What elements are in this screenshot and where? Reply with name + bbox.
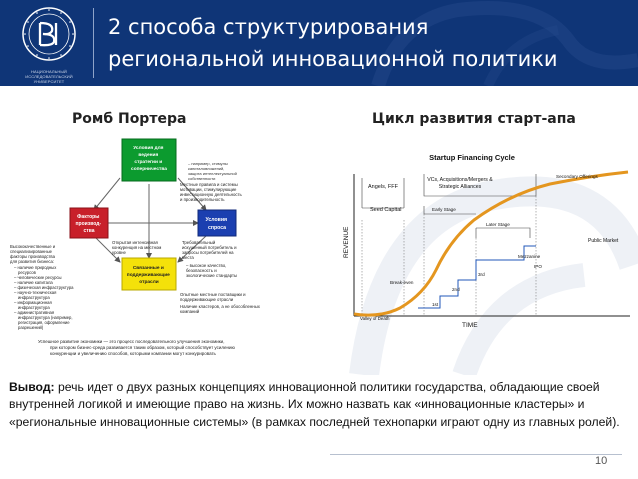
demand-note: искушенный потребитель и [182, 245, 237, 250]
rules-note: собственности [188, 176, 216, 181]
rules-note: защита интеллектуальной [188, 171, 237, 176]
competition-note: уровне [112, 250, 126, 255]
related-note: Опытные местные поставщики и [180, 292, 246, 297]
factors-box-line: производ- [75, 221, 102, 227]
factor-note: – наличие капитала [14, 280, 53, 285]
slide-title-line-2: региональной инновационной политики [108, 47, 558, 71]
strategy-box-line: Условия для [133, 146, 164, 151]
logo-emblem-icon [21, 6, 77, 62]
svg-text:Местные правила и системы [180, 182, 243, 202]
related-note: поддерживающие отрасли [180, 297, 234, 302]
seed-label: Seed Capital [370, 207, 402, 213]
factor-note: для развития бизнеса: [10, 259, 54, 264]
factor-note: – физическая инфраструктура [14, 285, 74, 290]
related-box-line: Связанные и [132, 266, 164, 271]
demand-note: запросы потребителей на [182, 250, 234, 255]
slide-title [108, 11, 558, 75]
breakeven-label: Break-even [390, 280, 414, 285]
factor-note: – человеческие ресурсы [14, 275, 62, 280]
related-note: компаний [180, 309, 200, 314]
rules-note: инвестиционную деятельность [180, 192, 242, 197]
factor-note: инфраструктура [18, 305, 50, 310]
university-logo [14, 6, 84, 84]
summary-note: при котором бизнес-среда развивается таким образом, который способствует усилению [50, 345, 235, 350]
demand-note: – высокое качество, [186, 263, 227, 268]
demand-note: места [182, 255, 194, 260]
round-1-label: 1st [432, 302, 439, 307]
ipo-label: IPO [534, 264, 542, 269]
round-2-label: 2nd [452, 287, 460, 292]
y-axis-label: REVENUE [343, 226, 350, 258]
header-divider [93, 8, 94, 78]
mezzanine-label: Mezzanine [518, 254, 541, 259]
footer-divider [330, 454, 622, 455]
competition-note: конкуренция на местном [112, 245, 162, 250]
factor-note: Высококачественные и [10, 244, 56, 249]
factor-note: – информационная [14, 300, 52, 305]
demand-note: Требовательный [182, 240, 216, 245]
demand-box-line: Условия [205, 217, 228, 223]
conclusion-label: Вывод: [9, 380, 55, 394]
conclusion-body: речь идет о двух разных концепциях инновационной политики государства, обладающие своей внутренней логикой и имеющие право на жизнь. Их можно назвать как «инновационные кластеры» и «региональные инновационные системы» (в рамках последней технопарки играют одну из главных ролей). [9, 380, 620, 429]
rules-note: Местные правила и системы [180, 182, 238, 187]
demand-note: экологические стандарты [186, 273, 238, 278]
porter-subtitle: Ромб Портера [72, 111, 187, 127]
porter-diamond-diagram [8, 136, 300, 370]
factor-note: – наличие природных [14, 265, 57, 270]
factor-note: – административная [14, 310, 55, 315]
rules-note: мотивации, стимулирующие [180, 187, 237, 192]
strategy-box-line: соперничества [131, 167, 167, 172]
factor-note: факторы производства [10, 254, 55, 259]
public-market-label: Public Market [588, 238, 619, 244]
later-stage-label: Later Stage [486, 222, 510, 227]
vcs-label-2: Strategic Alliances [438, 184, 482, 190]
cycle-chart-title: Startup Financing Cycle [429, 153, 515, 162]
round-3-label: 3rd [478, 272, 485, 277]
angels-label: Angels, FFF [368, 184, 398, 190]
summary-note: Успешное развитие экономики — это процесс последовательного улучшения экономики, [38, 339, 225, 344]
factors-box-line: Факторы [77, 214, 100, 220]
secondary-offerings-label: Secondary Offerings [556, 174, 598, 179]
related-box-line: поддерживающие [126, 273, 170, 278]
valley-of-death-label: Valley of Death [360, 316, 390, 321]
factor-note: инфраструктура [18, 295, 50, 300]
svg-text:Высококачественные и специ [10, 244, 75, 330]
early-stage-label: Early Stage [432, 207, 456, 212]
rules-note: – например, стимулы [188, 161, 228, 166]
strategy-box-line: стратегии и [134, 160, 163, 165]
summary-note: конкуренции и увеличению способов, которыми компании могут конкурировать [50, 351, 216, 356]
rules-note: и производительность [180, 197, 225, 202]
svg-text:Требовательный искушенный [182, 240, 238, 278]
svg-text:Опытные местные поставщики и [180, 292, 261, 314]
demand-note: безопасность и [186, 268, 217, 273]
conclusion-text [9, 379, 629, 431]
svg-text:Успешное развитие экономики — [38, 339, 236, 356]
strategy-box-line: ведения [138, 153, 159, 158]
startup-subtitle: Цикл развития старт-апа [372, 111, 576, 127]
factor-note: регистрация, оформление [18, 320, 70, 325]
svg-text:– например, стимулы капита [188, 161, 238, 181]
x-axis-label: TIME [462, 322, 478, 329]
revenue-curve [354, 172, 628, 315]
related-note: Наличие кластеров, а не обособленных [180, 304, 260, 309]
factors-box-line: ства [83, 228, 95, 234]
vcs-label: VCs, Acquisitions/Mergers & [427, 177, 493, 183]
slide-title-line-1: 2 способа структурирования [108, 15, 429, 39]
factor-note: ресурсов [18, 270, 36, 275]
svg-text:Открытая интенсивная конку [112, 240, 163, 255]
competition-note: Открытая интенсивная [112, 240, 158, 245]
startup-cycle-diagram [340, 148, 638, 334]
demand-box [198, 210, 236, 236]
page-number: 10 [595, 455, 608, 467]
logo-caption: НАЦИОНАЛЬНЫЙ ИССЛЕДОВАТЕЛЬСКИЙ УНИВЕРСИТЕТ [25, 69, 73, 84]
factor-note: – научно-техническая [14, 290, 57, 295]
demand-box-line: спроса [207, 225, 227, 231]
slide-header [0, 0, 638, 86]
factor-note: разрешений) [18, 325, 44, 330]
related-box-line: отрасли [139, 280, 159, 285]
rules-note: капиталовложений, [188, 166, 225, 171]
factor-note: специализированные [10, 249, 52, 254]
factor-note: инфраструктура (например, [18, 315, 73, 320]
